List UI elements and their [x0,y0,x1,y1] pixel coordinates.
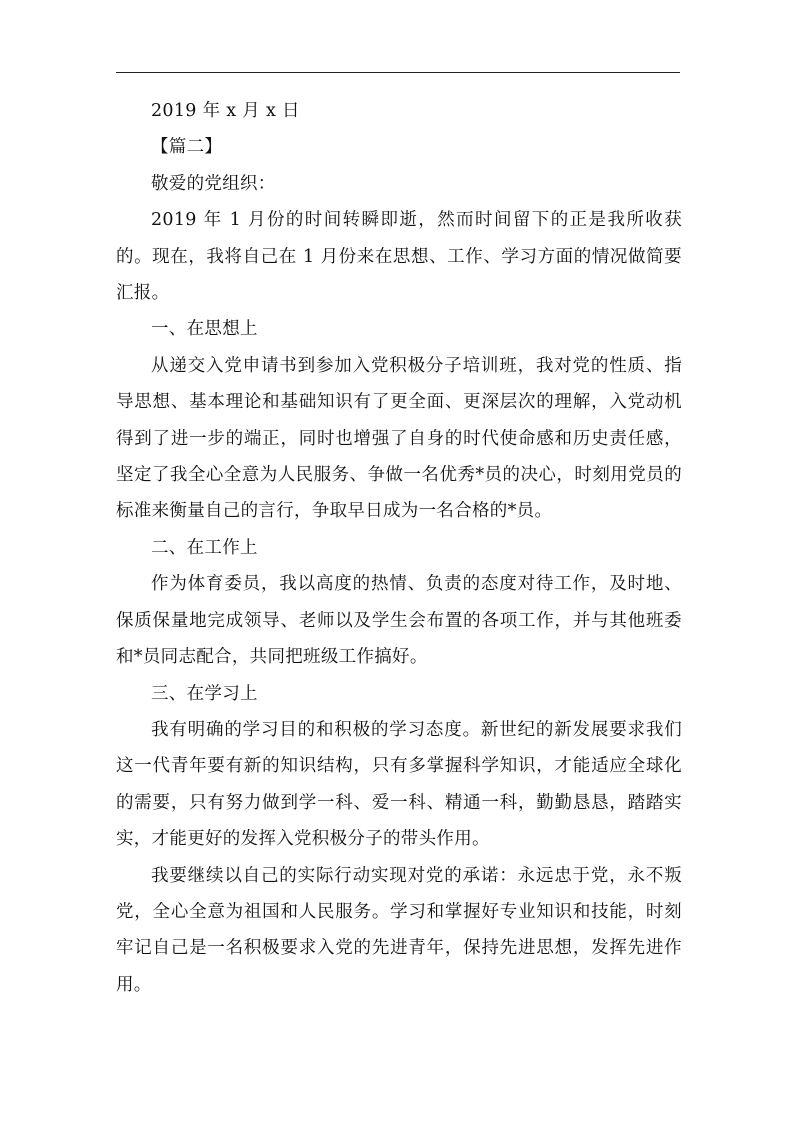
part1-paragraph: 从递交入党申请书到参加入党积极分子培训班，我对党的性质、指导思想、基本理论和基础知识有了更全面、更深层次的理解，入党动机得到了进一步的端正，同时也增强了自身的时代使命感和历史责任感，坚定了我全心全意为人民服务、争做一名优秀*员的决心，时刻用党员的标准来衡量自己的言行，争取早日成为一名合格的*员。 [116,355,682,522]
header-rule [116,72,680,73]
salutation: 敬爱的党组织： [151,173,276,194]
part3-title: 三、在学习上 [151,683,258,704]
closing-paragraph: 我要继续以自己的实际行动实现对党的承诺：永远忠于党，永不叛党，全心全意为祖国和人民服务。学习和掌握好专业知识和技能，时刻牢记自己是一名积极要求入党的先进青年，保持先进思想，发挥先进作用。 [116,865,682,995]
part2-title: 二、在工作上 [151,537,258,558]
part1-title: 一、在思想上 [151,319,258,340]
intro-paragraph: 2019 年 1 月份的时间转瞬即逝，然而时间留下的正是我所收获的。现在，我将自己在 1 月份来在思想、工作、学习方面的情况做简要汇报。 [116,210,682,304]
part3-paragraph: 我有明确的学习目的和积极的学习态度。新世纪的新发展要求我们这一代青年要有新的知识结构，只有多掌握科学知识，才能适应全球化的需要，只有努力做到学一科、爱一科、精通一科，勤勤恳恳，踏踏实实，才能更好的发挥入党积极分子的带头作用。 [116,719,682,850]
document-body [116,93,682,1003]
part2-paragraph: 作为体育委员，我以高度的热情、负责的态度对待工作，及时地、保质保量地完成领导、老师以及学生会布置的各项工作，并与其他班委和*员同志配合，共同把班级工作搞好。 [116,574,682,668]
date-line: 2019 年 x 月 x 日 [151,101,300,121]
section-heading: 【篇二】 [151,137,223,158]
